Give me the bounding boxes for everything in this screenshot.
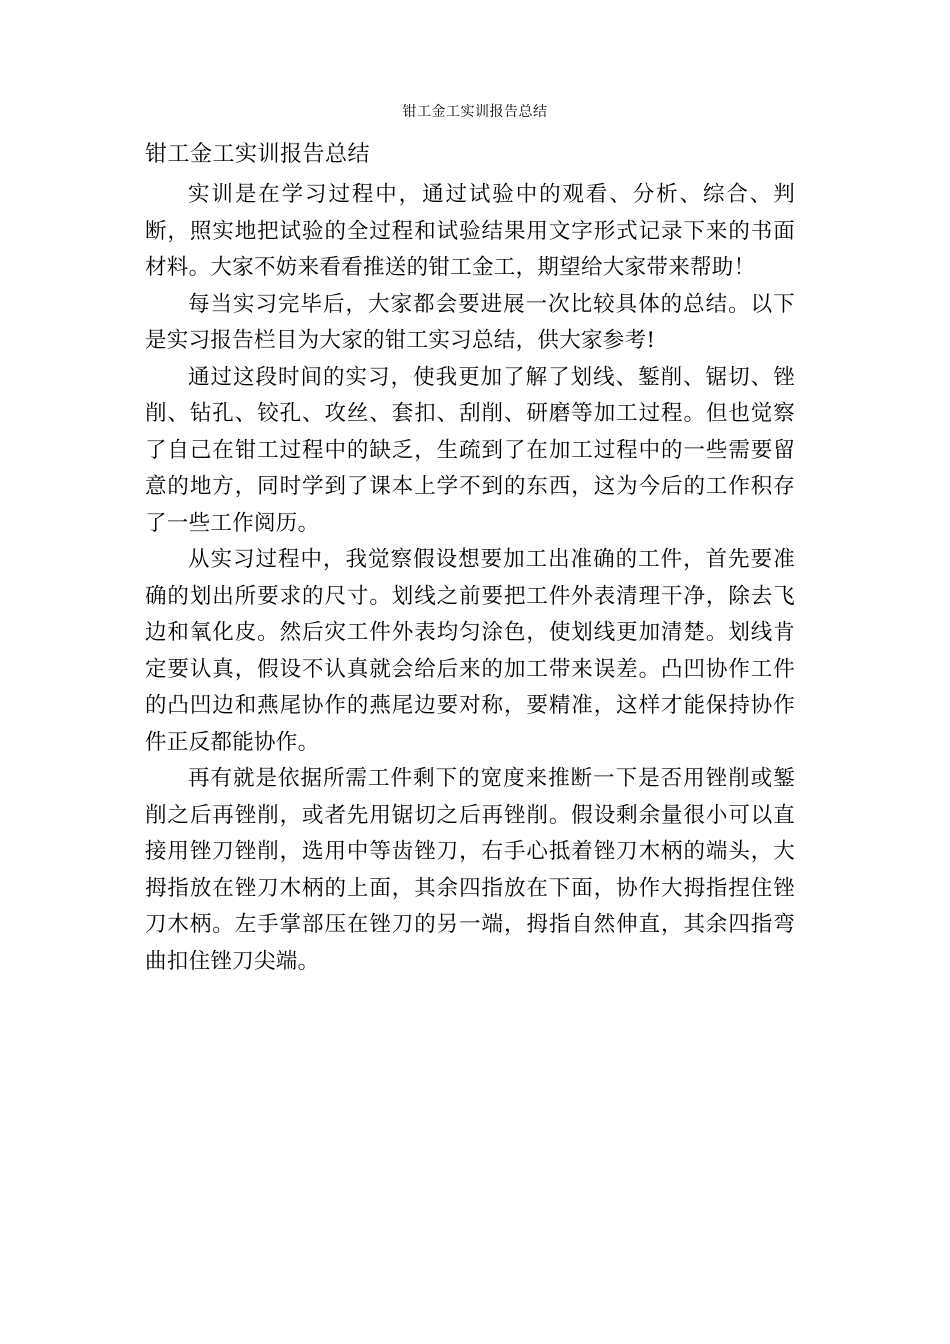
paragraph-intro: 实训是在学习过程中，通过试验中的观看、分析、综合、判断，照实地把试验的全过程和试验结果用文字形式记录下来的书面材料。大家不妨来看看推送的钳工金工，期望给大家带来帮助！: [145, 182, 795, 280]
paragraph-filing: 再有就是依据所需工件剩下的宽度来推断一下是否用锉削或錾削之后再锉削，或者先用锯切之后再锉削。假设剩余量很小可以直接用锉刀锉削，选用中等齿锉刀，右手心抵着锉刀木柄的端头，大拇指放在锉刀木柄的上面，其余四指放在下面，协作大拇指捏住锉刀木柄。左手掌部压在锉刀的另一端，拇指自然伸直，其余四指弯曲扣住锉刀尖端。: [145, 766, 795, 974]
document-title: 钳工金工实训报告总结: [145, 142, 371, 167]
paragraph-summary-note: 每当实习完毕后，大家都会要进展一次比较具体的总结。以下是实习报告栏目为大家的钳工实习总结，供大家参考!: [145, 291, 795, 353]
running-header: 钳工金工实训报告总结: [402, 104, 548, 120]
paragraph-marking: 从实习过程中，我觉察假设想要加工出准确的工件，首先要准确的划出所要求的尺寸。划线之前要把工件外表清理干净，除去飞边和氧化皮。然后灾工件外表均匀涂色，使划线更加清楚。划线肯定要认真，假设不认真就会给后来的加工带来误差。凸凹协作工件的凸凹边和燕尾协作的燕尾边要对称，要精准，这样才能保持协作件正反都能协作。: [145, 547, 795, 755]
paragraph-processes: 通过这段时间的实习，使我更加了解了划线、錾削、锯切、锉削、钻孔、铰孔、攻丝、套扣、刮削、研磨等加工过程。但也觉察了自己在钳工过程中的缺乏，生疏到了在加工过程中的一些需要留意的地方，同时学到了课本上学不到的东西，这为今后的工作积存了一些工作阅历。: [145, 364, 795, 536]
document-body: [145, 138, 795, 980]
